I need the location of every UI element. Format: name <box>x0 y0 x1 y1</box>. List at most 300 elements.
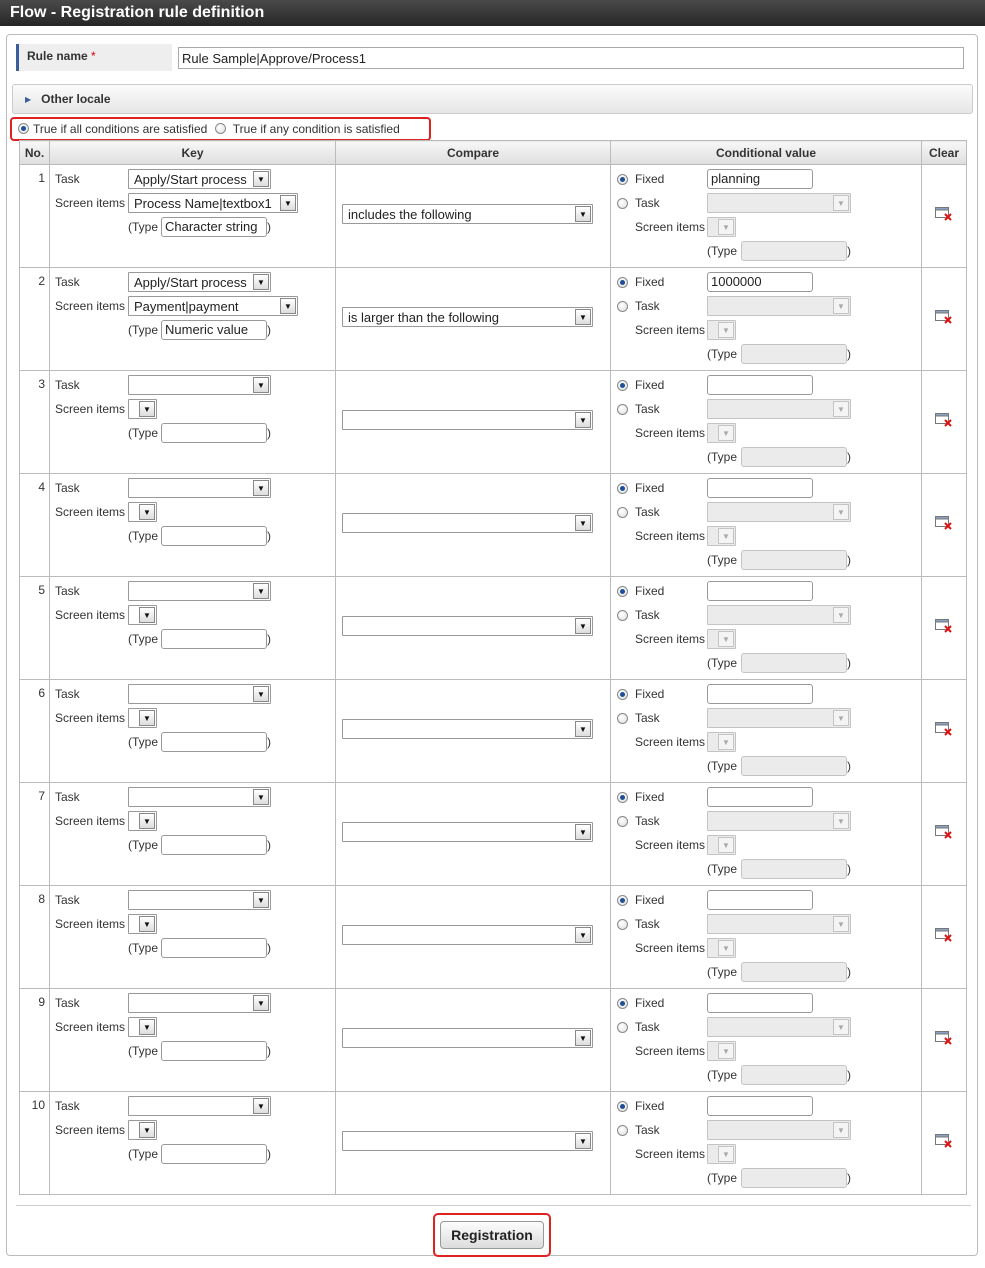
key-type-field <box>161 629 267 649</box>
clear-row-icon[interactable] <box>935 619 953 633</box>
value-type-close-label: ) <box>847 553 851 567</box>
fixed-radio[interactable] <box>617 792 628 803</box>
value-type-field <box>741 653 847 673</box>
condition-mode-group <box>10 117 431 141</box>
value-type-open-label: (Type <box>707 759 738 773</box>
value-task-label: Task <box>635 1020 660 1034</box>
value-type-open-label: (Type <box>707 450 738 464</box>
task-radio[interactable] <box>617 507 628 518</box>
table-row <box>20 680 967 783</box>
task-select[interactable] <box>128 890 271 910</box>
conditions-table <box>19 140 967 1195</box>
value-screen-items-label: Screen items <box>635 1147 706 1161</box>
key-type-field <box>161 835 267 855</box>
task-radio[interactable] <box>617 198 628 209</box>
key-cell <box>50 989 336 1092</box>
header-conditional-value: Conditional value <box>611 141 922 165</box>
chevron-down-icon: ▼ <box>575 412 591 428</box>
chevron-down-icon: ▼ <box>718 734 734 750</box>
screen-items-select[interactable] <box>128 296 298 316</box>
task-radio[interactable] <box>617 816 628 827</box>
value-type-field <box>741 1065 847 1085</box>
fixed-radio[interactable] <box>617 1101 628 1112</box>
chevron-down-icon: ▼ <box>139 916 155 932</box>
compare-cell <box>336 268 611 371</box>
fixed-value-input[interactable] <box>707 375 813 395</box>
compare-cell <box>336 680 611 783</box>
task-radio[interactable] <box>617 919 628 930</box>
chevron-down-icon: ▼ <box>833 916 849 932</box>
screen-items-select[interactable] <box>128 502 157 522</box>
conditional-value-cell <box>611 577 922 680</box>
clear-cell <box>922 474 967 577</box>
table-header-row <box>20 141 967 165</box>
clear-cell <box>922 165 967 268</box>
table-row <box>20 165 967 268</box>
value-task-select[interactable] <box>707 296 851 316</box>
clear-row-icon[interactable] <box>935 516 953 530</box>
clear-row-icon[interactable] <box>935 722 953 736</box>
key-cell <box>50 165 336 268</box>
conditional-value-cell <box>611 680 922 783</box>
value-task-select[interactable] <box>707 1017 851 1037</box>
value-screen-items-select[interactable] <box>707 1144 736 1164</box>
task-select[interactable] <box>128 684 271 704</box>
chevron-down-icon: ▼ <box>139 813 155 829</box>
fixed-label: Fixed <box>635 790 665 804</box>
screen-items-label: Screen items <box>55 1020 126 1034</box>
chevron-down-icon: ▼ <box>253 1098 269 1114</box>
chevron-down-icon: ▼ <box>280 298 296 314</box>
fixed-radio[interactable] <box>617 998 628 1009</box>
row-number: 10 <box>20 1092 50 1195</box>
fixed-radio[interactable] <box>617 483 628 494</box>
task-select[interactable] <box>128 787 271 807</box>
key-type-field <box>161 938 267 958</box>
clear-row-icon[interactable] <box>935 207 953 221</box>
key-cell <box>50 680 336 783</box>
value-type-field <box>741 241 847 261</box>
task-select-value: Apply/Start process <box>134 275 247 290</box>
task-select[interactable] <box>128 993 271 1013</box>
chevron-down-icon: ▼ <box>718 837 734 853</box>
task-select[interactable] <box>128 1096 271 1116</box>
compare-select[interactable] <box>342 307 593 327</box>
conditional-value-cell <box>611 989 922 1092</box>
screen-items-label: Screen items <box>55 917 126 931</box>
table-row <box>20 783 967 886</box>
value-type-close-label: ) <box>847 965 851 979</box>
clear-row-icon[interactable] <box>935 928 953 942</box>
fixed-value-input[interactable] <box>707 993 813 1013</box>
value-task-label: Task <box>635 196 660 210</box>
task-radio[interactable] <box>617 610 628 621</box>
chevron-down-icon: ▼ <box>253 480 269 496</box>
value-screen-items-label: Screen items <box>635 632 706 646</box>
value-task-label: Task <box>635 608 660 622</box>
condition-any-label: True if any condition is satisfied <box>232 122 400 136</box>
clear-cell <box>922 886 967 989</box>
value-screen-items-select[interactable] <box>707 423 736 443</box>
task-label: Task <box>55 996 80 1010</box>
screen-items-select[interactable] <box>128 1017 157 1037</box>
condition-any-radio[interactable] <box>215 123 226 134</box>
value-type-close-label: ) <box>847 1171 851 1185</box>
fixed-label: Fixed <box>635 481 665 495</box>
task-select-value: Apply/Start process <box>134 172 247 187</box>
screen-items-select[interactable] <box>128 193 298 213</box>
clear-cell <box>922 680 967 783</box>
type-open-label: (Type <box>128 838 159 852</box>
type-open-label: (Type <box>128 426 159 440</box>
task-label: Task <box>55 1099 80 1113</box>
value-task-select[interactable] <box>707 399 851 419</box>
chevron-down-icon: ▼ <box>575 515 591 531</box>
caret-right-icon: ▶ <box>25 95 32 104</box>
conditional-value-cell <box>611 1092 922 1195</box>
conditional-value-cell <box>611 165 922 268</box>
value-screen-items-label: Screen items <box>635 838 706 852</box>
value-task-label: Task <box>635 505 660 519</box>
type-close-label: ) <box>267 1044 271 1058</box>
task-label: Task <box>55 790 80 804</box>
value-screen-items-label: Screen items <box>635 426 706 440</box>
value-type-open-label: (Type <box>707 656 738 670</box>
value-type-close-label: ) <box>847 244 851 258</box>
value-screen-items-select[interactable] <box>707 320 736 340</box>
compare-select[interactable] <box>342 410 593 430</box>
table-row <box>20 886 967 989</box>
type-close-label: ) <box>267 941 271 955</box>
task-radio[interactable] <box>617 404 628 415</box>
chevron-down-icon: ▼ <box>718 1043 734 1059</box>
chevron-down-icon: ▼ <box>575 309 591 325</box>
value-task-label: Task <box>635 1123 660 1137</box>
rule-name-input[interactable] <box>178 47 964 69</box>
type-open-label: (Type <box>128 1044 159 1058</box>
key-type-field <box>161 526 267 546</box>
conditional-value-cell <box>611 268 922 371</box>
value-task-label: Task <box>635 711 660 725</box>
compare-select-value: is larger than the following <box>348 310 500 325</box>
fixed-radio[interactable] <box>617 586 628 597</box>
clear-row-icon[interactable] <box>935 413 953 427</box>
key-type-field: Character string <box>161 217 267 237</box>
chevron-down-icon: ▼ <box>253 377 269 393</box>
chevron-down-icon: ▼ <box>575 824 591 840</box>
chevron-down-icon: ▼ <box>718 940 734 956</box>
fixed-value-input[interactable] <box>707 684 813 704</box>
chevron-down-icon: ▼ <box>833 195 849 211</box>
header-key: Key <box>50 141 336 165</box>
value-screen-items-select[interactable] <box>707 732 736 752</box>
task-radio[interactable] <box>617 301 628 312</box>
fixed-value-input[interactable] <box>707 478 813 498</box>
chevron-down-icon: ▼ <box>253 274 269 290</box>
fixed-value-input[interactable] <box>707 581 813 601</box>
screen-items-select[interactable] <box>128 399 157 419</box>
value-task-select[interactable] <box>707 502 851 522</box>
compare-cell <box>336 577 611 680</box>
task-select[interactable] <box>128 478 271 498</box>
value-task-label: Task <box>635 299 660 313</box>
fixed-radio[interactable] <box>617 380 628 391</box>
table-row <box>20 371 967 474</box>
task-label: Task <box>55 584 80 598</box>
key-cell <box>50 474 336 577</box>
type-close-label: ) <box>267 220 271 234</box>
registration-highlight <box>433 1213 551 1257</box>
value-task-select[interactable] <box>707 708 851 728</box>
value-screen-items-label: Screen items <box>635 1044 706 1058</box>
chevron-down-icon: ▼ <box>139 710 155 726</box>
fixed-label: Fixed <box>635 893 665 907</box>
value-type-field <box>741 756 847 776</box>
value-type-field <box>741 859 847 879</box>
screen-items-select[interactable] <box>128 708 157 728</box>
chevron-down-icon: ▼ <box>253 995 269 1011</box>
value-type-field <box>741 447 847 467</box>
value-screen-items-label: Screen items <box>635 323 706 337</box>
clear-row-icon[interactable] <box>935 825 953 839</box>
task-select[interactable] <box>128 169 271 189</box>
chevron-down-icon: ▼ <box>718 631 734 647</box>
value-type-open-label: (Type <box>707 1068 738 1082</box>
value-type-open-label: (Type <box>707 965 738 979</box>
value-type-field <box>741 344 847 364</box>
chevron-down-icon: ▼ <box>575 206 591 222</box>
fixed-radio[interactable] <box>617 895 628 906</box>
header-no: No. <box>20 141 50 165</box>
chevron-down-icon: ▼ <box>833 1019 849 1035</box>
task-radio[interactable] <box>617 713 628 724</box>
fixed-value-input[interactable] <box>707 787 813 807</box>
screen-items-select[interactable] <box>128 811 157 831</box>
clear-cell <box>922 1092 967 1195</box>
row-number: 5 <box>20 577 50 680</box>
table-row <box>20 268 967 371</box>
registration-button[interactable]: Registration <box>440 1221 544 1249</box>
chevron-down-icon: ▼ <box>718 425 734 441</box>
chevron-down-icon: ▼ <box>575 618 591 634</box>
value-type-open-label: (Type <box>707 1171 738 1185</box>
type-open-label: (Type <box>128 941 159 955</box>
compare-cell <box>336 371 611 474</box>
clear-row-icon[interactable] <box>935 310 953 324</box>
fixed-radio[interactable] <box>617 277 628 288</box>
table-row <box>20 577 967 680</box>
condition-all-radio[interactable] <box>18 123 29 134</box>
compare-select[interactable] <box>342 925 593 945</box>
type-open-label: (Type <box>128 220 159 234</box>
screen-items-label: Screen items <box>55 299 126 313</box>
screen-items-label: Screen items <box>55 402 126 416</box>
type-close-label: ) <box>267 323 271 337</box>
row-number: 2 <box>20 268 50 371</box>
row-number: 1 <box>20 165 50 268</box>
key-type-field <box>161 732 267 752</box>
row-number: 9 <box>20 989 50 1092</box>
screen-items-label: Screen items <box>55 196 126 210</box>
key-cell <box>50 1092 336 1195</box>
chevron-down-icon: ▼ <box>253 583 269 599</box>
chevron-down-icon: ▼ <box>575 1030 591 1046</box>
task-label: Task <box>55 687 80 701</box>
chevron-down-icon: ▼ <box>139 1019 155 1035</box>
value-screen-items-select[interactable] <box>707 835 736 855</box>
task-label: Task <box>55 893 80 907</box>
value-type-field <box>741 1168 847 1188</box>
value-task-label: Task <box>635 814 660 828</box>
key-cell <box>50 886 336 989</box>
compare-select[interactable] <box>342 204 593 224</box>
task-label: Task <box>55 172 80 186</box>
value-type-open-label: (Type <box>707 553 738 567</box>
value-screen-items-select[interactable] <box>707 938 736 958</box>
key-type-field: Numeric value <box>161 320 267 340</box>
chevron-down-icon: ▼ <box>718 322 734 338</box>
fixed-value-input[interactable] <box>707 890 813 910</box>
key-type-field <box>161 1041 267 1061</box>
screen-items-select-value: Process Name|textbox1 <box>134 196 272 211</box>
value-type-close-label: ) <box>847 1068 851 1082</box>
fixed-label: Fixed <box>635 996 665 1010</box>
type-close-label: ) <box>267 426 271 440</box>
screen-items-label: Screen items <box>55 814 126 828</box>
clear-row-icon[interactable] <box>935 1031 953 1045</box>
table-row <box>20 989 967 1092</box>
value-task-select[interactable] <box>707 1120 851 1140</box>
condition-all-label: True if all conditions are satisfied <box>33 122 208 136</box>
value-type-open-label: (Type <box>707 862 738 876</box>
value-type-close-label: ) <box>847 450 851 464</box>
value-screen-items-select[interactable] <box>707 1041 736 1061</box>
task-radio[interactable] <box>617 1125 628 1136</box>
chevron-down-icon: ▼ <box>575 1133 591 1149</box>
screen-items-label: Screen items <box>55 1123 126 1137</box>
chevron-down-icon: ▼ <box>833 504 849 520</box>
compare-select[interactable] <box>342 513 593 533</box>
value-type-close-label: ) <box>847 656 851 670</box>
chevron-down-icon: ▼ <box>139 607 155 623</box>
clear-cell <box>922 268 967 371</box>
value-screen-items-label: Screen items <box>635 735 706 749</box>
fixed-label: Fixed <box>635 1099 665 1113</box>
type-open-label: (Type <box>128 1147 159 1161</box>
type-close-label: ) <box>267 735 271 749</box>
key-type-field <box>161 1144 267 1164</box>
fixed-value-input[interactable]: 1000000 <box>707 272 813 292</box>
chevron-down-icon: ▼ <box>575 721 591 737</box>
value-type-field <box>741 550 847 570</box>
compare-select[interactable] <box>342 1131 593 1151</box>
value-screen-items-label: Screen items <box>635 529 706 543</box>
compare-select[interactable] <box>342 822 593 842</box>
task-label: Task <box>55 378 80 392</box>
compare-cell <box>336 474 611 577</box>
fixed-value-input[interactable]: planning <box>707 169 813 189</box>
clear-row-icon[interactable] <box>935 1134 953 1148</box>
fixed-radio[interactable] <box>617 174 628 185</box>
value-type-close-label: ) <box>847 347 851 361</box>
row-number: 8 <box>20 886 50 989</box>
fixed-label: Fixed <box>635 172 665 186</box>
conditional-value-cell <box>611 474 922 577</box>
fixed-label: Fixed <box>635 687 665 701</box>
window-title: Flow - Registration rule definition <box>0 0 985 26</box>
fixed-radio[interactable] <box>617 689 628 700</box>
task-select[interactable] <box>128 375 271 395</box>
compare-cell <box>336 783 611 886</box>
value-task-select[interactable] <box>707 193 851 213</box>
fixed-label: Fixed <box>635 584 665 598</box>
value-task-label: Task <box>635 402 660 416</box>
task-radio[interactable] <box>617 1022 628 1033</box>
key-cell <box>50 371 336 474</box>
clear-cell <box>922 371 967 474</box>
type-open-label: (Type <box>128 323 159 337</box>
value-task-select[interactable] <box>707 914 851 934</box>
task-label: Task <box>55 481 80 495</box>
key-cell <box>50 577 336 680</box>
row-number: 7 <box>20 783 50 886</box>
value-screen-items-select[interactable] <box>707 526 736 546</box>
other-locale-toggle[interactable] <box>12 84 973 114</box>
value-type-close-label: ) <box>847 862 851 876</box>
chevron-down-icon: ▼ <box>253 789 269 805</box>
compare-select[interactable] <box>342 616 593 636</box>
screen-items-select-value: Payment|payment <box>134 299 239 314</box>
type-close-label: ) <box>267 1147 271 1161</box>
clear-cell <box>922 783 967 886</box>
screen-items-select[interactable] <box>128 605 157 625</box>
screen-items-label: Screen items <box>55 608 126 622</box>
chevron-down-icon: ▼ <box>833 813 849 829</box>
value-task-select[interactable] <box>707 811 851 831</box>
compare-select-value: includes the following <box>348 207 472 222</box>
row-number: 4 <box>20 474 50 577</box>
value-screen-items-select[interactable] <box>707 629 736 649</box>
compare-cell <box>336 886 611 989</box>
chevron-down-icon: ▼ <box>833 710 849 726</box>
header-compare: Compare <box>336 141 611 165</box>
chevron-down-icon: ▼ <box>718 528 734 544</box>
value-type-close-label: ) <box>847 759 851 773</box>
rule-name-row <box>16 44 966 72</box>
table-row <box>20 474 967 577</box>
compare-cell <box>336 165 611 268</box>
row-number: 3 <box>20 371 50 474</box>
screen-items-select[interactable] <box>128 914 157 934</box>
task-select[interactable] <box>128 272 271 292</box>
value-type-field <box>741 962 847 982</box>
type-close-label: ) <box>267 529 271 543</box>
value-task-select[interactable] <box>707 605 851 625</box>
value-type-open-label: (Type <box>707 244 738 258</box>
key-cell <box>50 783 336 886</box>
value-screen-items-select[interactable] <box>707 217 736 237</box>
task-select[interactable] <box>128 581 271 601</box>
compare-cell <box>336 1092 611 1195</box>
chevron-down-icon: ▼ <box>718 219 734 235</box>
fixed-value-input[interactable] <box>707 1096 813 1116</box>
screen-items-select[interactable] <box>128 1120 157 1140</box>
compare-select[interactable] <box>342 1028 593 1048</box>
rule-name-label-text: Rule name <box>27 49 88 63</box>
key-cell <box>50 268 336 371</box>
conditional-value-cell <box>611 886 922 989</box>
compare-select[interactable] <box>342 719 593 739</box>
